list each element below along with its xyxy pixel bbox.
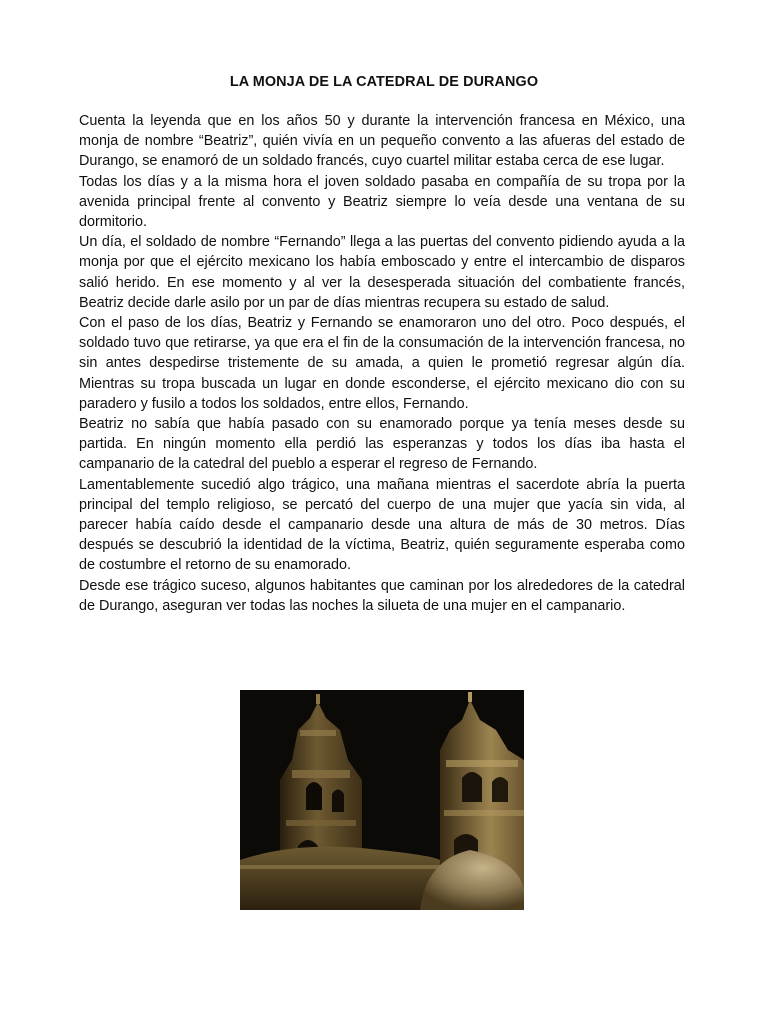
paragraph-5: Beatriz no sabía que había pasado con su enamorado porque ya tenía meses desde su partida. En ningún momento ella perdió las esperanzas y todos los días iba hasta el campanario de la catedral del pueblo a esperar el regreso de Fernando.: [79, 416, 685, 473]
paragraph-4: Con el paso de los días, Beatriz y Fernando se enamoraron uno del otro. Poco después, el soldado tuvo que retirarse, ya que era el fin de la consumación de la intervención francesa, no sin antes despedirse tristemente de su amada, a quien le prometió regresar algún día. Mientras su tropa buscada un lugar en donde esconderse, el ejército mexicano dio con su paradero y fusilo a todos los soldados, entre ellos, Fernando.: [79, 315, 685, 412]
cathedral-photo: [240, 690, 524, 910]
paragraph-1: Cuenta la leyenda que en los años 50 y durante la intervención francesa en México, una monja de nombre “Beatriz”, quién vivía en un pequeño convento a las afueras del estado de Durango, se enamoró de un soldado francés, cuyo cuartel militar estaba cerca de ese lugar.: [79, 113, 685, 170]
document-title: LA MONJA DE LA CATEDRAL DE DURANGO: [229, 74, 539, 90]
paragraph-6: Lamentablemente sucedió algo trágico, una mañana mientras el sacerdote abría la puerta principal del templo religioso, se percató del cuerpo de una mujer que yacía sin vida, al parecer había caído desde el campanario desde una altura de más de 30 metros. Días después se descubrió la identidad de la víctima, Beatriz, quién seguramente esperaba como de costumbre el retorno de su enamorado.: [79, 476, 685, 574]
cathedral-night-icon: [240, 690, 524, 910]
paragraph-7: Desde ese trágico suceso, algunos habitantes que caminan por los alrededores de la catedral de Durango, aseguran ver todas las noches la silueta de una mujer en el campanario.: [79, 577, 685, 614]
paragraph-3: Un día, el soldado de nombre “Fernando” llega a las puertas del convento pidiendo ayuda a la monja por que el ejército mexicano los había emboscado y entre el intercambio de disparos salió herido. En ese momento y al ver la desesperada situación del combatiente francés, Beatriz decide darle asilo por un par de días mientras recupera su estado de salud.: [79, 234, 685, 311]
document-body: [79, 111, 685, 616]
paragraph-2: Todas los días y a la misma hora el joven soldado pasaba en compañía de su tropa por la avenida principal frente al convento y Beatriz siempre lo veía desde una ventana de su dormitorio.: [79, 173, 685, 231]
